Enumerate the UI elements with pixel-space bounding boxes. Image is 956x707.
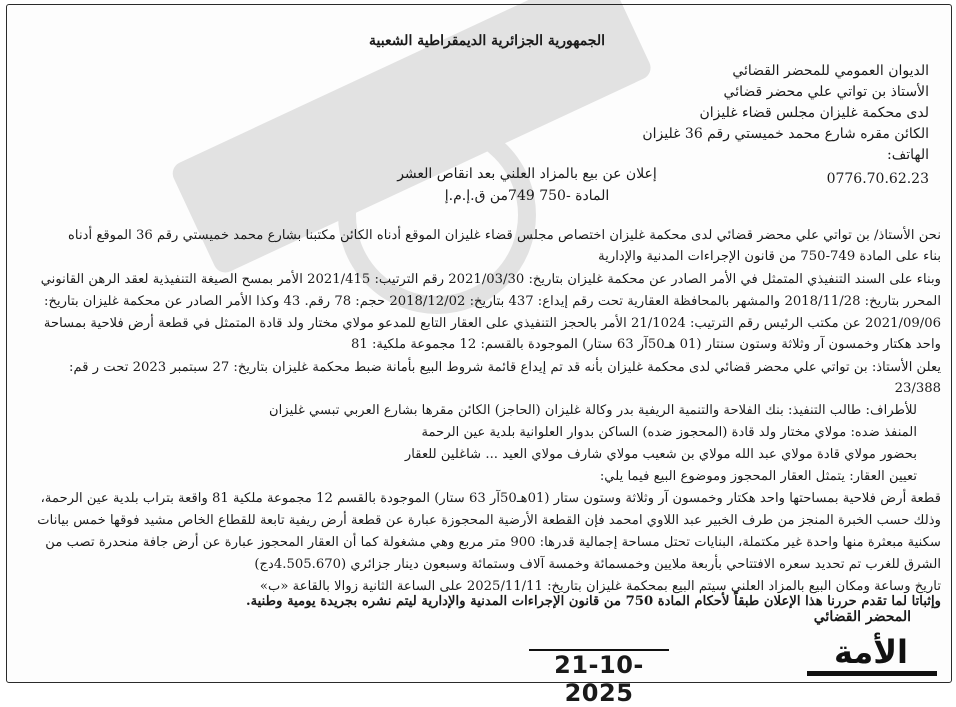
sale-line: تاريخ وساعة ومكان البيع بالمزاد العلني سيتم البيع بمحكمة غليزان بتاريخ: 2025/11/11 على الساعة الثانية زوالا بالقاعة «ب» (259, 579, 941, 594)
notice-article: المادة -750 749من ق.إ.م.إ (444, 188, 610, 204)
notice-title: إعلان عن بيع بالمزاد العلني بعد انقاص العشر (397, 166, 657, 182)
bailiff-name: الأستاذ بن تواتي علي محضر قضائي (723, 84, 929, 100)
newspaper-logo-text: الأمة (833, 633, 908, 671)
body-line: بناء على المادة 749-750 من قانون الإجراءات المدنية والإدارية (598, 249, 941, 264)
parties-line: بحضور مولاي قادة مولاي عبد الله مولاي بن شعيب مولاي شارف مولاي العيد ... شاغلين للعقار (404, 447, 917, 462)
body-line: المحرر بتاريخ: 2018/11/28 والمشهر بالمحافظة العقارية تحت رقم إيداع: 437 بتاريخ: 2018/12/02 حجم: 78 رقم. 43 وكذا الأمر الصادر عن محكمة غليزان بتاريخ: (44, 294, 941, 309)
publication-date: 21-10-2025 (554, 651, 644, 707)
property-line: قطعة أرض فلاحية بمساحتها واحد هكتار وخمسون آر وثلاثة وستون ستار (01هـ50آر 63 ستار) الموجودة بالقسم 12 مجموعة ملكية 81 واقعة بتراب بلدية عين الرحمة، (40, 491, 941, 506)
property-line: الشرق للغرب تم تحديد سعره الافتتاحي بأربعة ملايين وخمسمائة وخمسة آلاف وستمائة وسبعون دينار جزائري (4.505.670دج) (254, 557, 941, 572)
parties-line: تعيين العقار: يتمثل العقار المحجوز وموضوع البيع فيما يلي: (599, 469, 917, 484)
parties-line: المنفذ ضده: مولاي مختار ولد قادة (المحجوز ضده) الساكن بدوار العلوانية بلدية عين الرحمة (421, 425, 917, 440)
phone-number: 0776.70.62.23 (826, 171, 929, 187)
office-address: الكائن مقره شارع محمد خميستي رقم 36 غليزان (642, 126, 929, 142)
phone-label: الهاتف: (887, 147, 929, 163)
sale-line: وإثباتا لما تقدم حررنا هذا الإعلان طبقاً لأحكام المادة 750 من قانون الإجراءات المدنية والإدارية ليتم نشره بجريدة يومية وطنية. (246, 594, 941, 609)
property-line: سكنية مبعثرة منها واحدة غير مكتملة، البنايات تحتل مساحة إجمالية قدرها: 900 متر مربع وهي مشغولة كما أن العقار المحجوز عبارة عن أرض جافة منحدرة تصب من (45, 535, 941, 550)
court-name: لدى محكمة غليزان مجلس قضاء غليزان (699, 105, 929, 121)
body-line: 23/388 (894, 381, 941, 396)
body-line: وبناء على السند التنفيذي المتمثل في الأمر الصادر عن محكمة غليزان بتاريخ: 2021/03/30 رقم الترتيب: 2021/415 الأمر بمسح الصيغة التنفيذية لعقد الرهن القانوني (40, 272, 941, 287)
parties-line: للأطراف: طالب التنفيذ: بنك الفلاحة والتنمية الريفية بدر وكالة غليزان (الحاجز) الكائن مقرها بشارع العربي تبسي غليزان (268, 403, 917, 418)
body-line: 2021/09/06 عن مكتب الرئيس رقم الترتيب: 21/1024 الأمر بالحجز التنفيذي على العقار التابع للمدعو مولاي مختار ولد قادة المتمثل في قطعة أرض فلاحية بمساحة (43, 316, 941, 331)
body-line: نحن الأستاذ/ بن تواتي علي محضر قضائي لدى محكمة غليزان اختصاص مجلس قضاء غليزان الموقع أدناه الكائن مكتبنا بشارع محمد خميستي رقم 36 الموقع أدناه (68, 228, 941, 243)
property-line: وذلك حسب الخبرة المنجز من طرف الخبير عبد اللاوي امحمد فإن القطعة الأرضية المحجوزة عبارة عن قطعة أرض ريفية تابعة للقطاع الخاص مشيد فوقها خمس بيانات (37, 513, 941, 528)
office-name: الديوان العمومي للمحضر القضائي (732, 63, 929, 79)
body-line: يعلن الأستاذ: بن تواتي علي محضر قضائي لدى محكمة غليزان بأنه قد تم إيداع قائمة شروط البيع بأمانة ضبط محكمة غليزان بتاريخ: 27 سبتمبر 2023 تحت ر قم: (69, 360, 941, 375)
republic-title: الجمهورية الجزائرية الديمقراطية الشعبية (368, 33, 605, 49)
notice-page (6, 4, 952, 707)
body-line: واحد هكتار وخمسون آر وثلاثة وستون سنتار (01 هـ50آر 63 ستار) الموجودة بالقسم: 12 مجموعة ملكية: 81 (350, 337, 941, 352)
signature-title: المحضر القضائي (813, 609, 911, 625)
